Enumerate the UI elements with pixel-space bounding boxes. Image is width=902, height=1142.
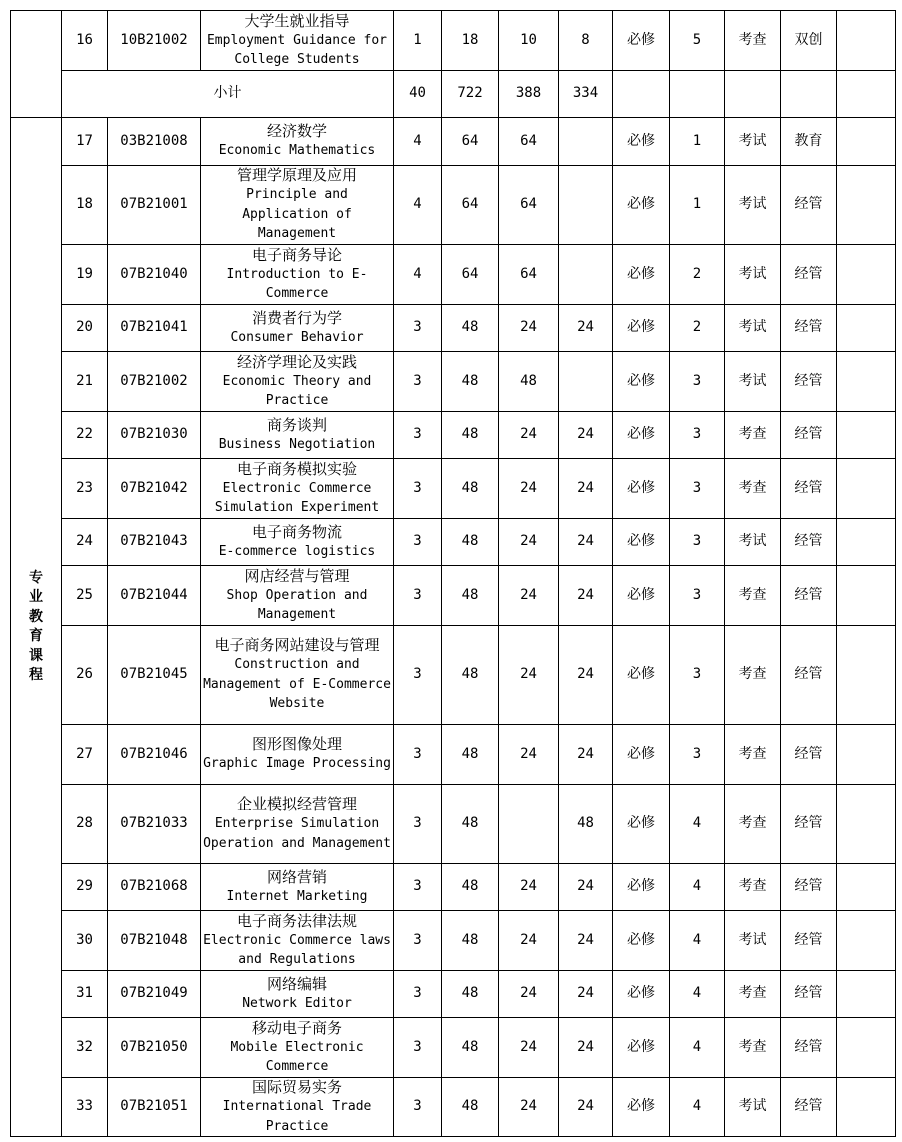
department-cell: 经管	[781, 519, 837, 566]
seq-cell: 16	[62, 11, 108, 71]
theory-hours-cell: 24	[499, 519, 559, 566]
credits-cell: 3	[394, 352, 442, 412]
department-cell: 经管	[781, 1018, 837, 1078]
hours-cell: 64	[442, 166, 499, 245]
note-cell	[837, 1078, 896, 1137]
seq-cell: 33	[62, 1078, 108, 1137]
course-name-en: E-commerce logistics	[218, 543, 376, 559]
seq-cell: 17	[62, 118, 108, 166]
seq-cell: 18	[62, 166, 108, 245]
subtotal-hours: 722	[442, 71, 499, 118]
credits-cell: 4	[394, 118, 442, 166]
department-cell: 教育	[781, 118, 837, 166]
theory-hours-cell	[499, 785, 559, 864]
hours-cell: 18	[442, 11, 499, 71]
practice-hours-cell: 24	[559, 725, 613, 785]
course-name-cn: 网络编辑	[266, 974, 327, 993]
course-name-cn: 消费者行为学	[251, 308, 342, 327]
course-name-en: Electronic Commerce laws and Regulations	[203, 932, 391, 967]
course-name-en: Construction and Management of E-Commerce Website	[203, 657, 391, 712]
seq-cell: 26	[62, 626, 108, 725]
practice-hours-cell: 24	[559, 412, 613, 459]
course-type-cell: 必修	[613, 1078, 670, 1137]
course-name-cn: 网店经营与管理	[244, 566, 350, 585]
semester-cell: 2	[670, 305, 725, 352]
subtotal-label: 小计	[62, 71, 394, 118]
credits-cell: 3	[394, 519, 442, 566]
note-cell	[837, 118, 896, 166]
course-name-en: Electronic Commerce Simulation Experiment	[214, 480, 380, 515]
course-name-cn: 电子商务法律法规	[236, 911, 357, 930]
department-cell: 经管	[781, 1078, 837, 1137]
exam-type-cell: 考试	[725, 352, 781, 412]
department-cell: 经管	[781, 725, 837, 785]
theory-hours-cell: 24	[499, 412, 559, 459]
empty-cell	[670, 71, 725, 118]
semester-cell: 4	[670, 864, 725, 911]
practice-hours-cell	[559, 118, 613, 166]
course-name-cell	[201, 911, 394, 971]
department-cell: 经管	[781, 864, 837, 911]
practice-hours-cell: 24	[559, 1018, 613, 1078]
seq-cell: 23	[62, 459, 108, 519]
course-code-cell: 10B21002	[108, 11, 201, 71]
semester-cell: 2	[670, 245, 725, 305]
department-cell: 经管	[781, 245, 837, 305]
course-code-cell: 07B21050	[108, 1018, 201, 1078]
course-name-cn: 移动电子商务	[251, 1018, 342, 1037]
table-row	[11, 864, 896, 911]
category-cell-continued	[11, 11, 62, 118]
table-row	[11, 1078, 896, 1137]
course-schedule-table	[10, 10, 896, 1137]
note-cell	[837, 459, 896, 519]
course-type-cell: 必修	[613, 971, 670, 1018]
table-row	[11, 11, 896, 71]
course-name-cn: 管理学原理及应用	[236, 166, 357, 185]
course-name-cn: 电子商务物流	[251, 522, 342, 541]
note-cell	[837, 245, 896, 305]
practice-hours-cell: 24	[559, 459, 613, 519]
exam-type-cell: 考试	[725, 166, 781, 245]
course-type-cell: 必修	[613, 864, 670, 911]
table-row	[11, 566, 896, 626]
credits-cell: 3	[394, 626, 442, 725]
semester-cell: 1	[670, 118, 725, 166]
credits-cell: 4	[394, 166, 442, 245]
course-type-cell: 必修	[613, 911, 670, 971]
subtotal-credits: 40	[394, 71, 442, 118]
course-name-cell	[201, 305, 394, 352]
subtotal-practice: 334	[559, 71, 613, 118]
hours-cell: 48	[442, 1018, 499, 1078]
theory-hours-cell: 24	[499, 626, 559, 725]
course-name-cell	[201, 785, 394, 864]
seq-cell: 28	[62, 785, 108, 864]
course-type-cell: 必修	[613, 1018, 670, 1078]
category-cell	[11, 118, 62, 1137]
course-name-en: Economic Theory and Practice	[222, 373, 372, 408]
exam-type-cell: 考查	[725, 785, 781, 864]
practice-hours-cell: 24	[559, 971, 613, 1018]
credits-cell: 3	[394, 412, 442, 459]
department-cell: 双创	[781, 11, 837, 71]
course-name-en: Business Negotiation	[218, 436, 376, 452]
credits-cell: 3	[394, 459, 442, 519]
exam-type-cell: 考试	[725, 911, 781, 971]
exam-type-cell: 考查	[725, 971, 781, 1018]
course-name-cell	[201, 352, 394, 412]
theory-hours-cell: 64	[499, 166, 559, 245]
table-row	[11, 626, 896, 725]
empty-cell	[781, 71, 837, 118]
practice-hours-cell: 48	[559, 785, 613, 864]
course-name-cn: 图形图像处理	[251, 735, 342, 754]
seq-cell: 21	[62, 352, 108, 412]
course-type-cell: 必修	[613, 305, 670, 352]
semester-cell: 4	[670, 1078, 725, 1137]
exam-type-cell: 考试	[725, 118, 781, 166]
seq-cell: 30	[62, 911, 108, 971]
note-cell	[837, 166, 896, 245]
hours-cell: 64	[442, 118, 499, 166]
hours-cell: 48	[442, 626, 499, 725]
semester-cell: 3	[670, 352, 725, 412]
note-cell	[837, 864, 896, 911]
semester-cell: 4	[670, 1018, 725, 1078]
department-cell: 经管	[781, 971, 837, 1018]
course-code-cell: 07B21042	[108, 459, 201, 519]
course-name-cell	[201, 459, 394, 519]
course-type-cell: 必修	[613, 118, 670, 166]
course-name-cell	[201, 11, 394, 71]
note-cell	[837, 412, 896, 459]
theory-hours-cell: 24	[499, 1078, 559, 1137]
course-code-cell: 07B21040	[108, 245, 201, 305]
category-label: 专业教育课程	[29, 569, 43, 683]
hours-cell: 48	[442, 519, 499, 566]
note-cell	[837, 11, 896, 71]
course-code-cell: 07B21048	[108, 911, 201, 971]
course-code-cell: 07B21051	[108, 1078, 201, 1137]
seq-cell: 24	[62, 519, 108, 566]
course-name-cn: 大学生就业指导	[244, 11, 350, 30]
credits-cell: 3	[394, 785, 442, 864]
table-row	[11, 785, 896, 864]
practice-hours-cell	[559, 166, 613, 245]
course-name-en: Economic Mathematics	[218, 143, 376, 159]
table-row	[11, 971, 896, 1018]
course-code-cell: 07B21043	[108, 519, 201, 566]
theory-hours-cell: 24	[499, 911, 559, 971]
course-type-cell: 必修	[613, 566, 670, 626]
table-row	[11, 459, 896, 519]
note-cell	[837, 1018, 896, 1078]
credits-cell: 3	[394, 305, 442, 352]
theory-hours-cell: 10	[499, 11, 559, 71]
table-row	[11, 166, 896, 245]
table-row	[11, 352, 896, 412]
course-name-cell	[201, 971, 394, 1018]
hours-cell: 48	[442, 911, 499, 971]
department-cell: 经管	[781, 626, 837, 725]
practice-hours-cell: 24	[559, 519, 613, 566]
course-name-en: Enterprise Simulation Operation and Management	[203, 816, 391, 851]
course-name-cell	[201, 864, 394, 911]
note-cell	[837, 911, 896, 971]
practice-hours-cell: 24	[559, 566, 613, 626]
theory-hours-cell: 64	[499, 118, 559, 166]
credits-cell: 3	[394, 1018, 442, 1078]
table-row	[11, 245, 896, 305]
course-name-en: Consumer Behavior	[230, 329, 364, 345]
theory-hours-cell: 24	[499, 971, 559, 1018]
semester-cell: 3	[670, 519, 725, 566]
department-cell: 经管	[781, 412, 837, 459]
department-cell: 经管	[781, 566, 837, 626]
course-name-en: Mobile Electronic Commerce	[230, 1039, 364, 1074]
table-row	[11, 911, 896, 971]
hours-cell: 48	[442, 785, 499, 864]
subtotal-row	[11, 71, 896, 118]
hours-cell: 48	[442, 412, 499, 459]
table-row	[11, 412, 896, 459]
note-cell	[837, 566, 896, 626]
table-row	[11, 519, 896, 566]
semester-cell: 5	[670, 11, 725, 71]
theory-hours-cell: 24	[499, 566, 559, 626]
course-name-cn: 商务谈判	[266, 415, 327, 434]
credits-cell: 1	[394, 11, 442, 71]
course-name-cn: 电子商务模拟实验	[236, 459, 357, 478]
course-type-cell: 必修	[613, 412, 670, 459]
empty-cell	[613, 71, 670, 118]
theory-hours-cell: 24	[499, 459, 559, 519]
theory-hours-cell: 48	[499, 352, 559, 412]
theory-hours-cell: 24	[499, 1018, 559, 1078]
course-type-cell: 必修	[613, 785, 670, 864]
department-cell: 经管	[781, 459, 837, 519]
seq-cell: 31	[62, 971, 108, 1018]
course-name-cn: 经济学理论及实践	[236, 352, 357, 371]
course-code-cell: 07B21044	[108, 566, 201, 626]
exam-type-cell: 考查	[725, 566, 781, 626]
course-type-cell: 必修	[613, 245, 670, 305]
hours-cell: 64	[442, 245, 499, 305]
credits-cell: 3	[394, 971, 442, 1018]
note-cell	[837, 519, 896, 566]
theory-hours-cell: 24	[499, 864, 559, 911]
exam-type-cell: 考查	[725, 725, 781, 785]
course-name-cn: 国际贸易实务	[251, 1078, 342, 1096]
credits-cell: 3	[394, 566, 442, 626]
practice-hours-cell: 24	[559, 911, 613, 971]
course-name-en: Network Editor	[242, 995, 352, 1011]
semester-cell: 3	[670, 626, 725, 725]
practice-hours-cell: 24	[559, 1078, 613, 1137]
semester-cell: 4	[670, 971, 725, 1018]
course-name-en: Graphic Image Processing	[203, 756, 391, 772]
hours-cell: 48	[442, 352, 499, 412]
course-name-cell	[201, 519, 394, 566]
department-cell: 经管	[781, 305, 837, 352]
hours-cell: 48	[442, 725, 499, 785]
theory-hours-cell: 24	[499, 305, 559, 352]
semester-cell: 1	[670, 166, 725, 245]
course-name-cell	[201, 626, 394, 725]
credits-cell: 3	[394, 725, 442, 785]
course-name-cell	[201, 725, 394, 785]
department-cell: 经管	[781, 352, 837, 412]
note-cell	[837, 971, 896, 1018]
credits-cell: 3	[394, 1078, 442, 1137]
course-code-cell: 03B21008	[108, 118, 201, 166]
table-row	[11, 1018, 896, 1078]
course-type-cell: 必修	[613, 626, 670, 725]
note-cell	[837, 725, 896, 785]
course-name-cn: 电子商务网站建设与管理	[214, 636, 380, 655]
course-code-cell: 07B21041	[108, 305, 201, 352]
course-code-cell: 07B21033	[108, 785, 201, 864]
exam-type-cell: 考试	[725, 1078, 781, 1137]
seq-cell: 22	[62, 412, 108, 459]
exam-type-cell: 考查	[725, 412, 781, 459]
note-cell	[837, 305, 896, 352]
exam-type-cell: 考试	[725, 305, 781, 352]
seq-cell: 32	[62, 1018, 108, 1078]
practice-hours-cell: 24	[559, 864, 613, 911]
credits-cell: 3	[394, 864, 442, 911]
table-row	[11, 725, 896, 785]
note-cell	[837, 352, 896, 412]
practice-hours-cell	[559, 245, 613, 305]
course-code-cell: 07B21002	[108, 352, 201, 412]
semester-cell: 3	[670, 725, 725, 785]
course-name-cell	[201, 1018, 394, 1078]
exam-type-cell: 考试	[725, 245, 781, 305]
course-name-cell	[201, 1078, 394, 1137]
table-row	[11, 118, 896, 166]
subtotal-theory: 388	[499, 71, 559, 118]
course-code-cell: 07B21001	[108, 166, 201, 245]
exam-type-cell: 考查	[725, 626, 781, 725]
course-code-cell: 07B21030	[108, 412, 201, 459]
semester-cell: 3	[670, 566, 725, 626]
course-name-cn: 经济数学	[266, 122, 327, 141]
semester-cell: 4	[670, 911, 725, 971]
course-name-en: International Trade Practice	[222, 1099, 372, 1134]
course-code-cell: 07B21049	[108, 971, 201, 1018]
exam-type-cell: 考查	[725, 459, 781, 519]
course-code-cell: 07B21046	[108, 725, 201, 785]
course-name-en: Shop Operation and Management	[226, 587, 368, 622]
course-name-cell	[201, 118, 394, 166]
hours-cell: 48	[442, 459, 499, 519]
course-name-cn: 网络营销	[266, 867, 327, 886]
exam-type-cell: 考查	[725, 864, 781, 911]
department-cell: 经管	[781, 166, 837, 245]
course-name-cell	[201, 166, 394, 245]
course-name-cell	[201, 566, 394, 626]
course-name-cell	[201, 245, 394, 305]
course-name-cn: 电子商务导论	[251, 245, 342, 264]
course-type-cell: 必修	[613, 725, 670, 785]
hours-cell: 48	[442, 1078, 499, 1137]
exam-type-cell: 考查	[725, 1018, 781, 1078]
course-name-cn: 企业模拟经营管理	[236, 795, 357, 813]
semester-cell: 3	[670, 459, 725, 519]
credits-cell: 4	[394, 245, 442, 305]
course-type-cell: 必修	[613, 166, 670, 245]
empty-cell	[725, 71, 781, 118]
course-name-en: Internet Marketing	[226, 888, 368, 904]
course-type-cell: 必修	[613, 11, 670, 71]
note-cell	[837, 785, 896, 864]
course-type-cell: 必修	[613, 459, 670, 519]
practice-hours-cell: 24	[559, 305, 613, 352]
hours-cell: 48	[442, 971, 499, 1018]
hours-cell: 48	[442, 566, 499, 626]
seq-cell: 19	[62, 245, 108, 305]
course-type-cell: 必修	[613, 519, 670, 566]
hours-cell: 48	[442, 864, 499, 911]
empty-cell	[837, 71, 896, 118]
seq-cell: 27	[62, 725, 108, 785]
department-cell: 经管	[781, 911, 837, 971]
note-cell	[837, 626, 896, 725]
credits-cell: 3	[394, 911, 442, 971]
seq-cell: 25	[62, 566, 108, 626]
theory-hours-cell: 64	[499, 245, 559, 305]
exam-type-cell: 考查	[725, 11, 781, 71]
course-code-cell: 07B21045	[108, 626, 201, 725]
semester-cell: 4	[670, 785, 725, 864]
practice-hours-cell: 8	[559, 11, 613, 71]
seq-cell: 29	[62, 864, 108, 911]
practice-hours-cell	[559, 352, 613, 412]
exam-type-cell: 考试	[725, 519, 781, 566]
department-cell: 经管	[781, 785, 837, 864]
course-name-cell	[201, 412, 394, 459]
table-row	[11, 305, 896, 352]
semester-cell: 3	[670, 412, 725, 459]
course-name-en: Employment Guidance for College Students	[206, 32, 387, 67]
seq-cell: 20	[62, 305, 108, 352]
course-name-en: Introduction to E-Commerce	[226, 266, 368, 301]
hours-cell: 48	[442, 305, 499, 352]
theory-hours-cell: 24	[499, 725, 559, 785]
course-name-en: Principle and Application of Management	[242, 187, 352, 242]
practice-hours-cell: 24	[559, 626, 613, 725]
course-type-cell: 必修	[613, 352, 670, 412]
course-code-cell: 07B21068	[108, 864, 201, 911]
